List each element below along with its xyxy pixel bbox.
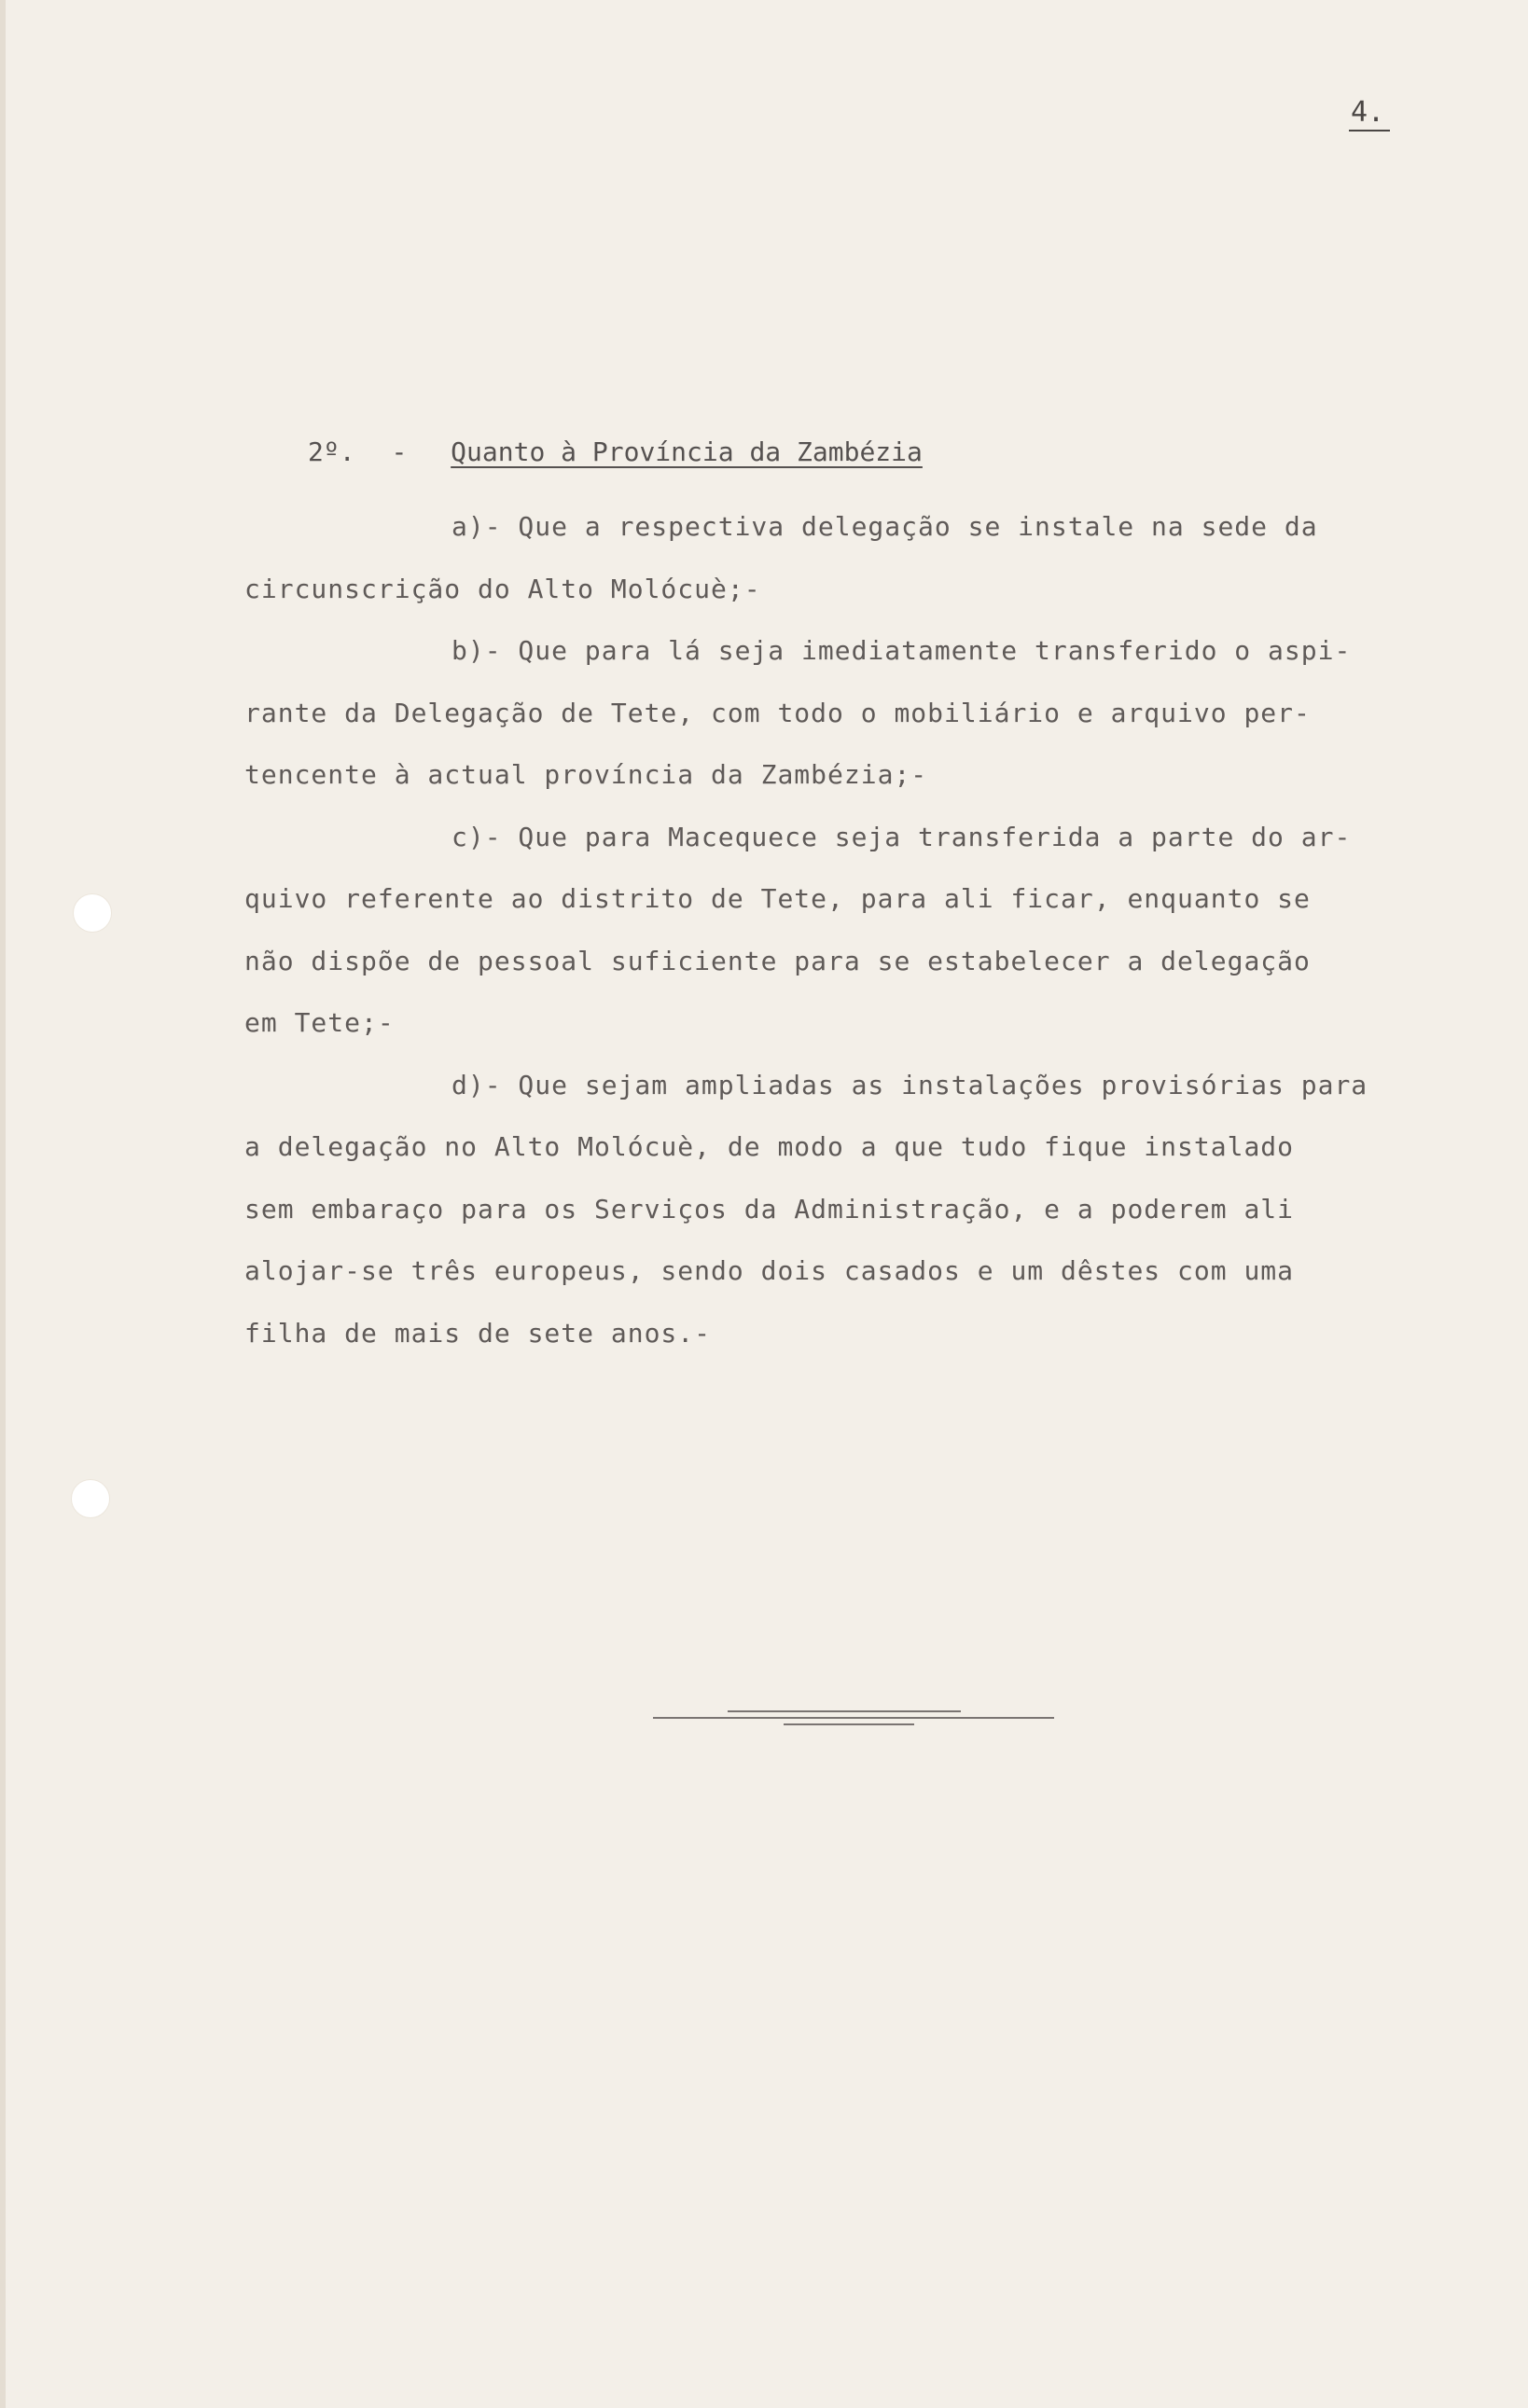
body-line: d)- Que sejam ampliadas as instalações provisórias para [451,1069,1368,1100]
body-line: c)- Que para Macequece seja transferida a parte do ar- [451,821,1352,852]
section-heading [308,436,923,467]
end-divider-line-top [728,1710,961,1712]
section-title: Quanto à Província da Zambézia [451,436,923,467]
page-number: 4. [1349,97,1390,131]
body-line: a delegação no Alto Molócuè, de modo a que tudo fique instalado [244,1131,1295,1162]
body-line: não dispõe de pessoal suficiente para se estabelecer a delegação [244,945,1311,976]
body-line: filha de mais de sete anos.- [244,1317,712,1349]
body-line: a)- Que a respectiva delegação se instale na sede da [451,511,1318,542]
body-line: alojar-se três europeus, sendo dois casados e um dêstes com uma [244,1255,1295,1286]
body-line: quivo referente ao distrito de Tete, para ali ficar, enquanto se [244,883,1311,914]
end-divider-line-middle [653,1717,1054,1719]
body-line: sem embaraço para os Serviços da Administração, e a poderem ali [244,1193,1295,1225]
section-dash: - [391,436,408,467]
end-divider [653,1707,1054,1729]
body-line: b)- Que para lá seja imediatamente transferido o aspi- [451,635,1352,666]
punch-hole-bottom [71,1479,110,1518]
end-divider-line-bottom [784,1723,914,1725]
body-line: circunscrição do Alto Molócuè;- [244,573,761,604]
body-text [244,496,1485,1364]
body-line: tencente à actual província da Zambézia;- [244,759,928,790]
section-number: 2º. [308,436,355,467]
body-line: rante da Delegação de Tete, com todo o mobiliário e arquivo per- [244,697,1311,728]
punch-hole-top [73,893,112,933]
body-line: em Tete;- [244,1007,395,1038]
